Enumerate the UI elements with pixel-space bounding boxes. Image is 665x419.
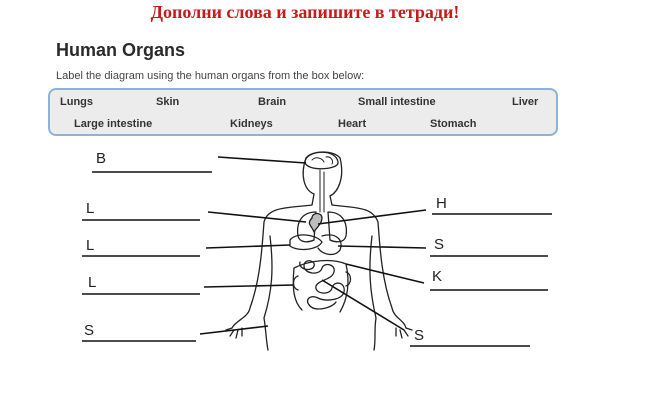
label-letter-large-intestine: L	[88, 274, 97, 291]
pointer-lung	[208, 212, 306, 222]
brain-outline	[305, 152, 338, 169]
word-stomach: Stomach	[430, 118, 477, 130]
word-small-intestine: Small intestine	[358, 96, 436, 108]
pointer-stomach	[338, 246, 426, 248]
word-liver: Liver	[512, 96, 539, 108]
pointer-large-intestine	[204, 285, 294, 287]
label-letter-heart: H	[436, 195, 447, 212]
label-letter-stomach: S	[434, 236, 445, 253]
word-kidneys: Kidneys	[230, 118, 273, 130]
worksheet-title: Human Organs	[56, 40, 186, 60]
pointer-liver	[206, 245, 290, 248]
large-intestine	[293, 261, 348, 312]
word-skin: Skin	[156, 96, 180, 108]
worksheet-subtitle: Label the diagram using the human organs from the box below:	[56, 70, 365, 82]
heart-shape	[309, 214, 322, 233]
kidney-left	[294, 276, 299, 290]
label-letter-liver: L	[86, 237, 95, 254]
inner-arm-left	[264, 236, 272, 350]
word-brain: Brain	[258, 96, 287, 108]
trachea	[320, 170, 324, 212]
word-lungs: Lungs	[60, 96, 93, 108]
label-letter-kidneys: K	[432, 268, 443, 285]
label-letter-skin: S	[84, 322, 95, 339]
small-intestine	[300, 261, 344, 309]
label-letter-lungs: L	[86, 200, 95, 217]
word-large-intestine: Large intestine	[74, 118, 153, 130]
pointer-skin	[200, 326, 268, 334]
word-heart: Heart	[338, 118, 367, 130]
pointer-small-intestine	[322, 280, 404, 330]
pointer-brain	[218, 157, 306, 163]
inner-arm-right	[370, 236, 376, 350]
label-letter-brain: B	[96, 150, 107, 167]
label-letter-small-intestine: S	[414, 327, 425, 344]
neck-outline	[312, 194, 332, 205]
instruction-heading: Дополни слова и запишите в тетради!	[150, 2, 460, 22]
